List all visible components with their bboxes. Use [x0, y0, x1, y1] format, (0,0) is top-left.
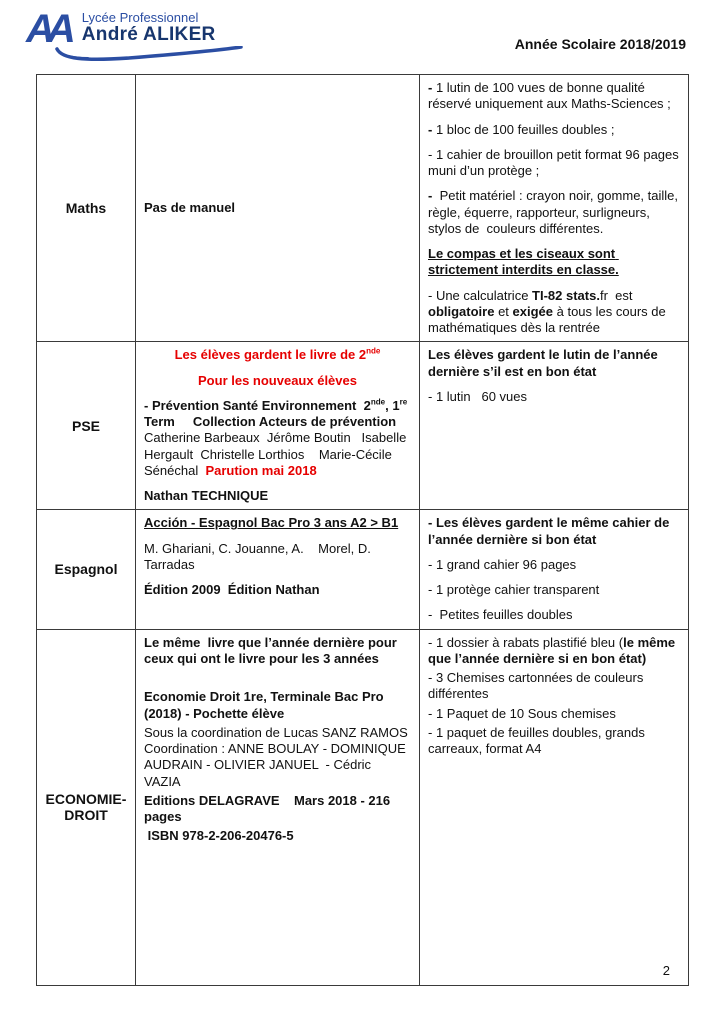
text-span: 1 bloc de 100 feuilles doubles ;: [435, 121, 615, 137]
text-span: [144, 670, 148, 685]
paragraph: [428, 582, 680, 598]
paragraph: [144, 373, 411, 389]
text-span: à tous les cours de mathématiques dès la rentrée: [428, 303, 670, 335]
paragraph: [428, 670, 680, 703]
text-span: - 1 paquet de feuilles doubles, grands carreaux, format A4: [428, 724, 649, 756]
text-span: nde: [366, 346, 381, 356]
text-span: - 1 protège cahier transparent: [428, 582, 600, 597]
paragraph: [428, 246, 680, 279]
supply-table-body: [37, 75, 689, 986]
text-span: Le compas et les ciseaux sont strictement interdits en classe.: [428, 246, 619, 278]
text-span: Term Collection Acteurs de prévention: [144, 397, 411, 429]
paragraph: [144, 828, 411, 844]
supplies-cell: [420, 510, 689, 629]
paragraph: [428, 635, 680, 668]
text-span: Le même livre que l’année dernière pour ceux qui ont le livre pour les 3 années: [144, 634, 401, 666]
paragraph: [428, 188, 680, 237]
logo-swoosh-icon: [54, 46, 244, 62]
text-span: exigée: [512, 303, 554, 319]
paragraph: [144, 488, 411, 504]
paragraph: [428, 389, 680, 405]
school-year-label: Année Scolaire 2018/2019: [514, 36, 686, 52]
text-span: obligatoire: [428, 303, 495, 319]
text-span: Petit matériel : crayon noir, gomme, taille, règle, équerre, rapporteur, surligneurs, stylos de couleurs différentes.: [428, 188, 682, 236]
text-span: et: [494, 303, 513, 319]
text-span: - Une calculatrice: [428, 287, 533, 303]
page-number: 2: [662, 963, 670, 978]
paragraph: [144, 670, 411, 686]
subject-cell: Espagnol: [37, 510, 136, 629]
text-span: Les élèves gardent le lutin de l’année dernière s’il est en bon état: [428, 347, 662, 379]
paragraph: [428, 515, 680, 548]
supplies-cell: [420, 629, 689, 985]
text-span: - 3 Chemises cartonnées de couleurs différentes: [428, 670, 647, 702]
manual-cell: [136, 342, 420, 510]
paragraph: [428, 288, 680, 337]
paragraph: [144, 398, 411, 479]
page-header: [0, 0, 724, 68]
text-span: le même que l’année dernière si en bon état): [428, 634, 679, 666]
table-row: [37, 75, 689, 342]
paragraph: [144, 541, 411, 574]
subject-cell: Maths: [37, 75, 136, 342]
text-span: Economie Droit 1re, Terminale Bac Pro (2018) - Pochette élève: [144, 689, 388, 721]
text-span: - 1 grand cahier 96 pages: [428, 556, 577, 572]
paragraph: [428, 607, 680, 623]
subject-cell: PSE: [37, 342, 136, 510]
text-span: Édition 2009 Édition Nathan: [144, 582, 320, 597]
manual-cell: [136, 629, 420, 985]
text-span: Pas de manuel: [144, 200, 236, 215]
text-span: re: [399, 397, 408, 407]
text-span: fr est: [599, 287, 637, 303]
supply-table: [36, 74, 689, 986]
logo-monogram-icon: AA: [26, 7, 68, 51]
supplies-cell: [420, 342, 689, 510]
text-span: Parution mai 2018: [205, 462, 317, 478]
text-span: M. Ghariani, C. Jouanne, A. Morel, D. Tarradas: [144, 540, 375, 572]
manual-cell: [136, 510, 420, 629]
table-row: [37, 510, 689, 629]
text-span: -: [428, 121, 436, 137]
text-span: Pour les nouveaux élèves: [198, 372, 357, 388]
paragraph: [428, 706, 680, 722]
supplies-cell: [420, 75, 689, 342]
paragraph: [428, 80, 680, 113]
paragraph: [144, 515, 411, 531]
paragraph: [428, 146, 683, 180]
text-span: - 1 Paquet de 10 Sous chemises: [428, 705, 616, 721]
text-span: Les élèves gardent le livre de 2: [174, 347, 367, 363]
text-span: Nathan TECHNIQUE: [144, 488, 269, 503]
paragraph: [144, 725, 411, 790]
paragraph: [428, 725, 680, 758]
table-row: [37, 629, 689, 985]
table-row: [37, 342, 689, 510]
paragraph: [428, 557, 680, 573]
text-span: , 1: [385, 397, 400, 413]
text-span: - Les élèves gardent le même cahier de l’année dernière si bon état: [428, 515, 673, 547]
text-span: 1 lutin de 100 vues de bonne qualité réservé uniquement aux Maths-Sciences ;: [428, 80, 671, 112]
paragraph: [428, 122, 680, 138]
text-span: Acción - Espagnol Bac Pro 3 ans A2 > B1: [144, 515, 399, 531]
paragraph: [428, 347, 680, 380]
text-span: Sous la coordination de Lucas SANZ RAMOS Coordination : ANNE BOULAY - DOMINIQUE AUDRAIN - OLIVIER JANUEL - Cédric VAZIA: [144, 724, 412, 789]
text-span: Catherine Barbeaux Jérôme Boutin Isabelle Hergault Christelle Lorthios Marie-Cécile Sénéchal: [144, 430, 410, 478]
paragraph: [144, 689, 411, 722]
paragraph: [144, 793, 411, 826]
text-span: - 1 cahier de brouillon petit format 96 pages muni d’un protège ;: [428, 146, 683, 178]
text-span: nde: [370, 397, 386, 407]
logo-text: [82, 10, 244, 62]
text-span: -: [428, 80, 436, 95]
school-name-line2: André ALIKER: [81, 24, 216, 45]
text-span: - 1 lutin 60 vues: [428, 388, 527, 404]
text-span: - Prévention Santé Environnement 2: [144, 397, 371, 413]
text-span: - Petites feuilles doubles: [428, 607, 573, 623]
school-logo: [26, 7, 244, 62]
text-span: -: [428, 188, 436, 204]
text-span: Editions DELAGRAVE Mars 2018 - 216 pages: [144, 792, 394, 824]
subject-cell: ECONOMIE-DROIT: [37, 629, 136, 985]
manual-cell: [136, 75, 420, 342]
text-span: - 1 dossier à rabats plastifié bleu (: [428, 634, 624, 650]
paragraph: [144, 582, 411, 598]
paragraph: [144, 200, 411, 216]
paragraph: [144, 347, 411, 363]
text-span: TI-82 stats.: [532, 287, 600, 303]
text-span: ISBN 978-2-206-20476-5: [144, 828, 294, 844]
paragraph: [144, 635, 411, 668]
school-name-line1: Lycée Professionnel: [81, 10, 199, 25]
